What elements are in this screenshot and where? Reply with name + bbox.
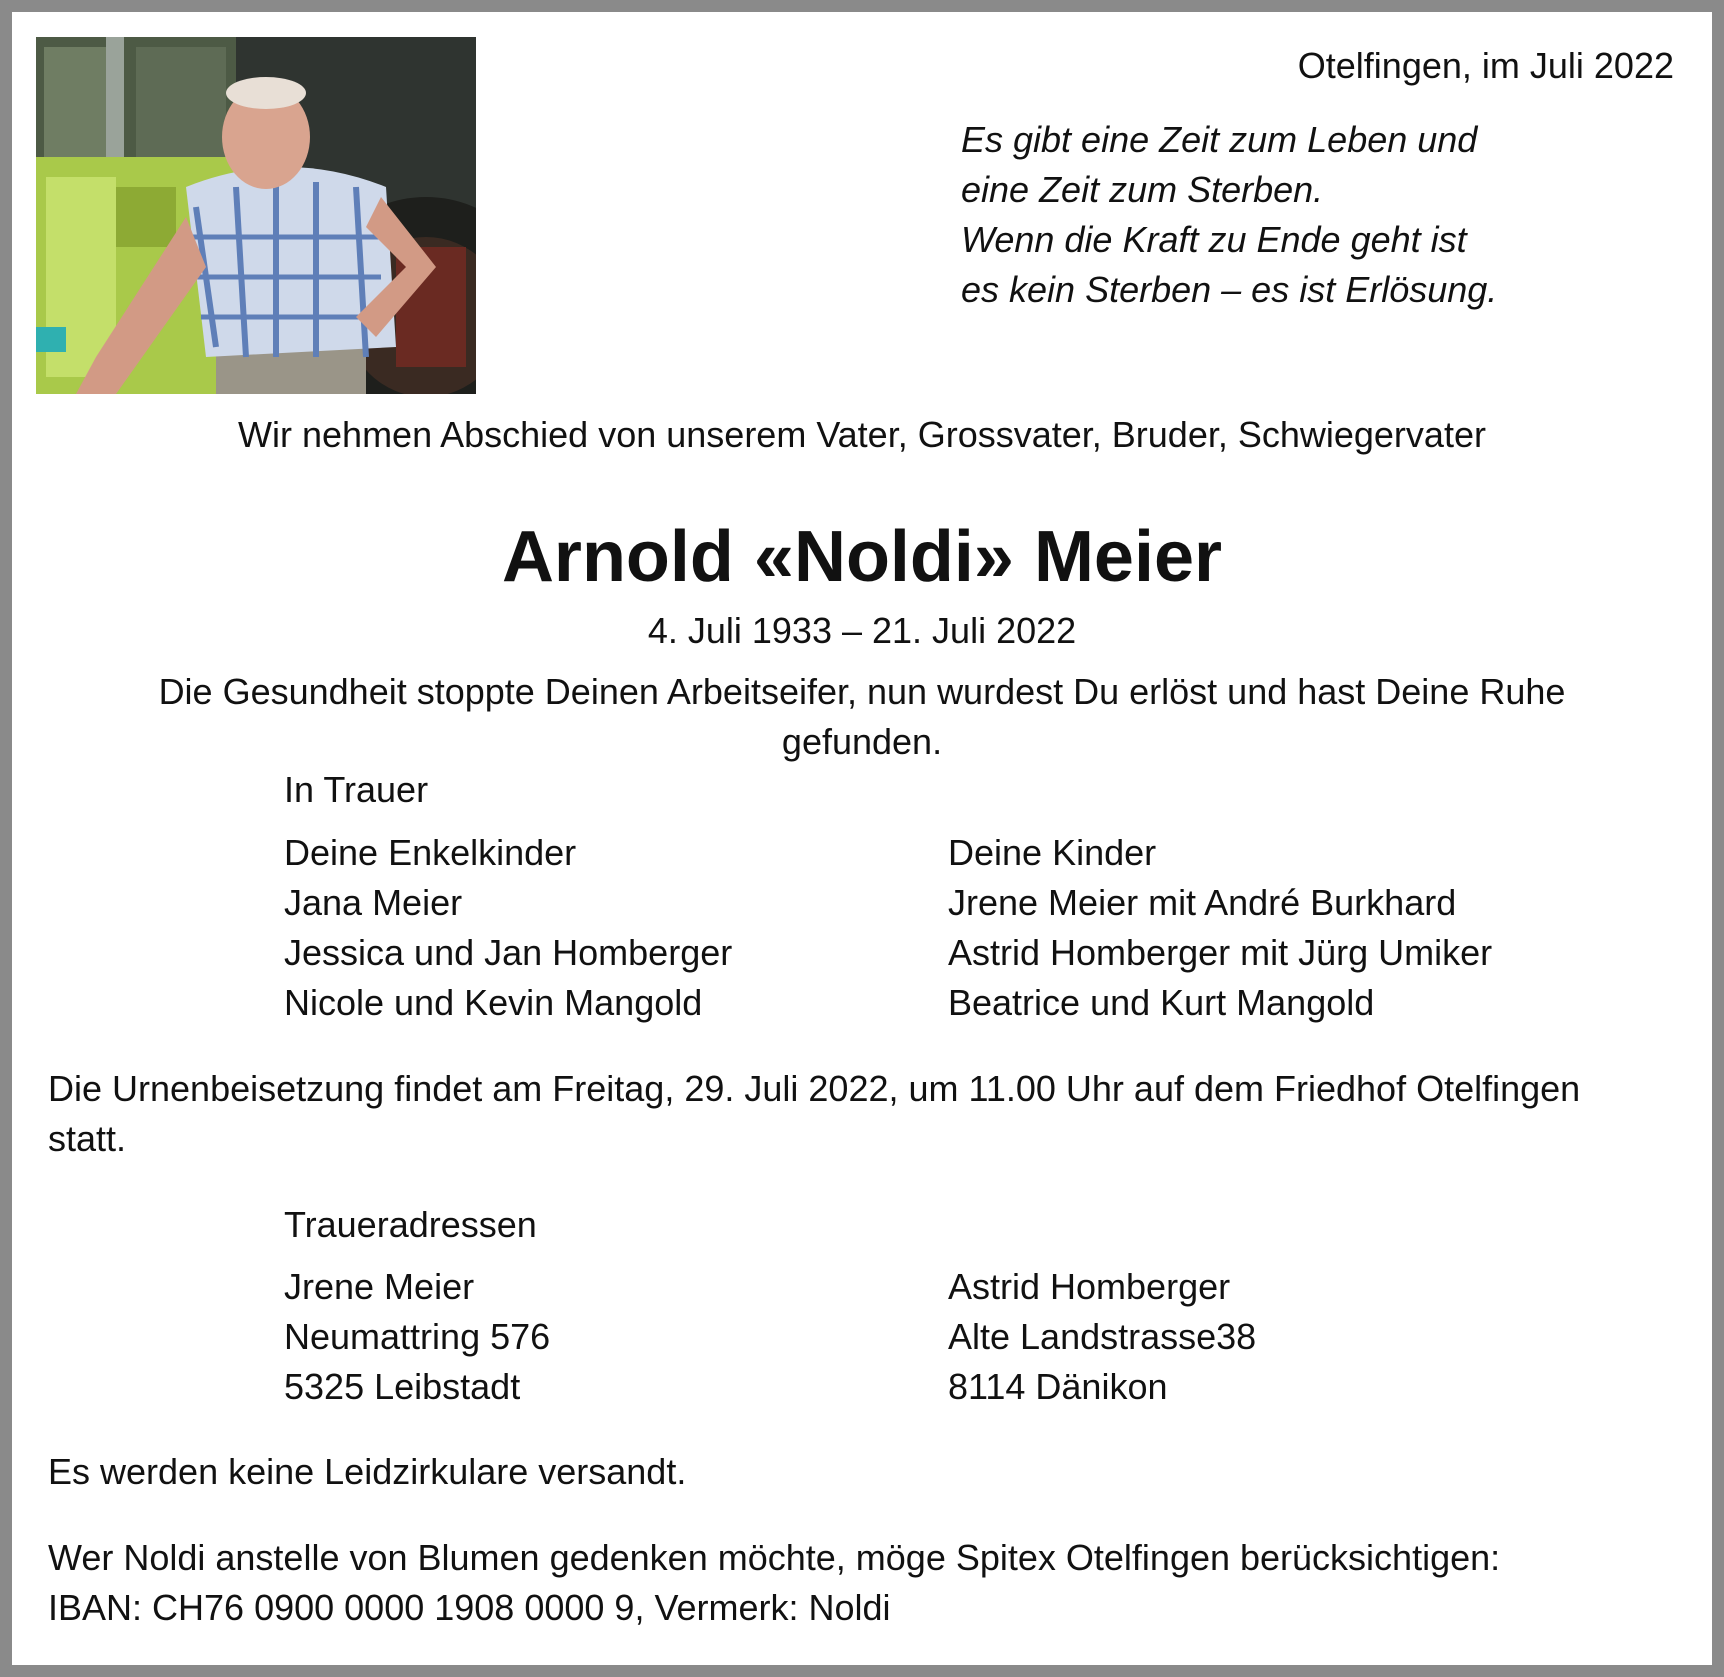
message-line-1: Die Gesundheit stoppte Deinen Arbeitseifer, nun wurdest Du erlöst und hast Deine Ruhe — [158, 671, 1566, 712]
child-entry: Astrid Homberger mit Jürg Umiker — [948, 932, 1493, 973]
portrait-photo — [36, 37, 476, 394]
no-circulars-note: Es werden keine Leidzirkulare versandt. — [48, 1451, 687, 1492]
child-entry: Jrene Meier mit André Burkhard — [948, 882, 1457, 923]
place-date: Otelfingen, im Juli 2022 — [1297, 45, 1674, 86]
address-left-line: Jrene Meier — [284, 1266, 475, 1307]
children-title: Deine Kinder — [948, 832, 1157, 873]
grandchildren-title: Deine Enkelkinder — [284, 832, 577, 873]
grandchild-entry: Nicole und Kevin Mangold — [284, 982, 703, 1023]
quote-line-1: Es gibt eine Zeit zum Leben und — [961, 119, 1478, 160]
addresses-heading: Traueradressen — [284, 1204, 537, 1245]
address-left-line: Neumattring 576 — [284, 1316, 551, 1357]
quote-line-3: Wenn die Kraft zu Ende geht ist — [961, 219, 1467, 260]
address-left-line: 5325 Leibstadt — [284, 1366, 521, 1407]
burial-line-2: statt. — [48, 1118, 127, 1159]
message-line-2: gefunden. — [781, 721, 943, 762]
quote-line-2: eine Zeit zum Sterben. — [961, 169, 1324, 210]
address-right-line: Astrid Homberger — [948, 1266, 1231, 1307]
portrait-illustration — [36, 37, 476, 394]
address-right-line: Alte Landstrasse38 — [948, 1316, 1257, 1357]
quote-line-4: es kein Sterben – es ist Erlösung. — [961, 269, 1498, 310]
obituary-notice — [12, 12, 1712, 1665]
grandchild-entry: Jessica und Jan Homberger — [284, 932, 733, 973]
grandchild-entry: Jana Meier — [284, 882, 463, 923]
burial-line-1: Die Urnenbeisetzung findet am Freitag, 29. Juli 2022, um 11.00 Uhr auf dem Friedhof Otelfingen — [48, 1068, 1581, 1109]
address-right-line: 8114 Dänikon — [948, 1366, 1168, 1407]
donation-line-1: Wer Noldi anstelle von Blumen gedenken möchte, möge Spitex Otelfingen berücksichtigen: — [48, 1537, 1501, 1578]
child-entry: Beatrice und Kurt Mangold — [948, 982, 1375, 1023]
farewell-line: Wir nehmen Abschied von unserem Vater, Grossvater, Bruder, Schwiegervater — [238, 414, 1486, 455]
donation-line-2: IBAN: CH76 0900 0000 1908 0000 9, Vermerk: Noldi — [48, 1587, 891, 1628]
deceased-name: Arnold «Noldi» Meier — [501, 517, 1223, 597]
mourning-heading: In Trauer — [284, 769, 429, 810]
life-dates: 4. Juli 1933 – 21. Juli 2022 — [647, 610, 1077, 651]
